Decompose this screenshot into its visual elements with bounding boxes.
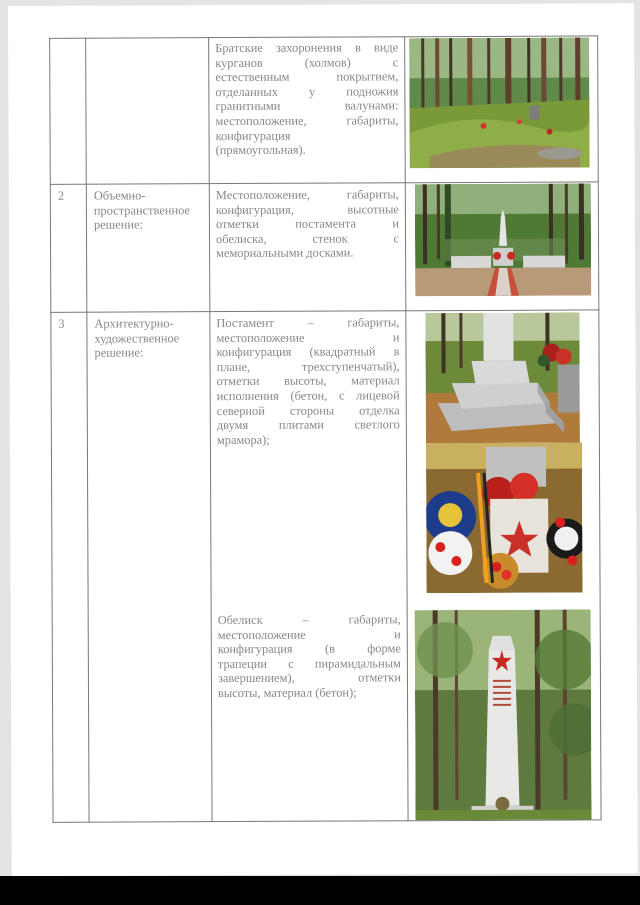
row-1-description: Братские захоронения в виде курганов (холмов) с естественным покрытием, отделанных у подножия гранитными валунами: местоположение, габариты, конфигурация (прямоугольная).: [215, 40, 399, 158]
row-3-title: Архитектурно- художественное решение:: [94, 316, 180, 360]
row-2-number: 2: [57, 188, 65, 203]
memorial-overview-photo: [415, 183, 591, 296]
row-3-obelisk-description: Обелиск – габариты, местоположение и конфигурация (в форме трапеции с пирамидальным завершением), отметки высоты, материал (бетон);: [217, 612, 401, 701]
pedestal-photo: [425, 313, 580, 444]
row-2-description: Местоположение, габариты, конфигурация, высотные отметки постамента и обелиска, стенок с мемориальными досками.: [215, 187, 400, 261]
row-3-pedestal-description: Постамент – габариты, местоположение и конфигурация (квадратный в плане, трехступенчатый), отметки высоты, материал исполнения (бетон, с лицевой северной стороны отделка двумя плитами светлого мрамора);: [216, 315, 400, 447]
burial-mounds-photo: [409, 37, 590, 168]
table-divider-description: [404, 36, 408, 821]
obelisk-photo: [415, 609, 592, 820]
table-border-left: [49, 38, 53, 823]
table-divider-title: [208, 37, 212, 822]
document-page: [8, 3, 638, 876]
scan-bottom-border: [0, 876, 640, 905]
table-divider-number: [85, 38, 89, 823]
row-3-number: 3: [58, 316, 65, 331]
wreaths-photo: [426, 443, 583, 594]
table-border-right: [597, 35, 601, 820]
row-2-title: Объемно- пространственное решение:: [93, 188, 190, 232]
table-border-bottom: [53, 819, 602, 822]
